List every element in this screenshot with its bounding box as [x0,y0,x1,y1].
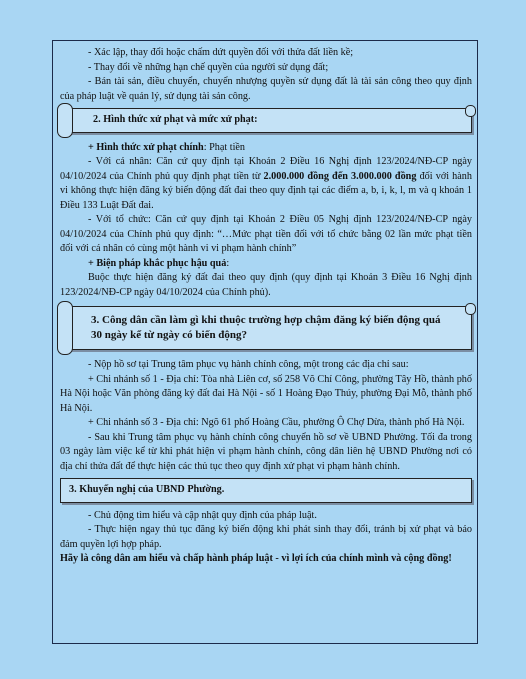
section4-paragraph: - Thực hiện ngay thủ tục đăng ký biến động khi phát sinh thay đổi, tránh bị xử phạt và bảo đảm quyền lợi hợp pháp. [60,524,472,550]
scroll-curl-icon [57,103,73,138]
section3-paragraph: - Sau khi Trung tâm phục vụ hành chính công chuyển hồ sơ về UBND Phường. Tối đa trong 03 ngày làm việc kể từ khi phát hiện vi phạm hành chính, công dân liên hệ UBND Phường nơi có địa chỉ thửa đất để thực hiện các thủ tục theo quy định xử phạt vi phạm hành chính. [60,431,472,472]
individual-text: - Với cá nhân: Căn cứ quy định tại Khoản 2 Điều 16 Nghị định 123/2024/NĐ-CP ngày 04/10/2024 của Chính phủ quy định phạt tiền từ [60,156,472,182]
section-heading-scroll [60,108,472,133]
section4-paragraph: - Chủ động tìm hiểu và cập nhật quy định của pháp luật. [88,509,317,521]
remedy-heading [60,257,472,272]
scroll-curl-icon [465,303,476,315]
section3-paragraph: + Chi nhánh số 1 - Địa chỉ: Tòa nhà Liên cơ, số 258 Võ Chí Công, phường Tây Hồ, thành phố Hà Nội hoặc Văn phòng đăng ký đất đai Hà Nội - số 1 Hoàng Đạo Thúy, phường Đại Mỗ, thành phố Hà Nội. [60,373,472,414]
section3-heading: 3. Công dân cần làm gì khi thuộc trường hợp chậm đăng ký biến động quá 30 ngày kể từ ngày có biến động? [91,314,441,341]
section-heading-scroll [60,306,472,350]
scroll-curl-icon [57,301,73,355]
remedy-text: Buộc thực hiện đăng ký đất đai theo quy định (quy định tại Khoản 3 Điều 16 Nghị định 123/2024/NĐ-CP ngày 04/10/2024 của Chính phủ). [60,272,472,298]
organization-penalty: - Với tổ chức: Căn cứ quy định tại Khoản 2 Điều 05 Nghị định 123/2024/NĐ-CP ngày 04/10/2024 của Chính phủ quy định: “…Mức phạt tiền đối với tổ chức bằng 02 lần mức phạt tiền đối với cá nhân có cùng một hành vi vi phạm hành chính” [60,214,472,254]
remedy-colon: : [226,257,230,269]
main-penalty-label: + Hình thức xử phạt chính [88,141,204,153]
section2-heading: 2. Hình thức xử phạt và mức xử phạt: [93,114,258,125]
individual-text-end: đối với hành vi không thực hiện đăng ký biến động đất đai theo quy định tại các điểm a, b, i, k, l, m và q khoản 1 Điều 133 Luật Đất đai. [60,170,472,211]
scroll-curl-icon [465,105,476,117]
slogan: Hãy là công dân am hiểu và chấp hành pháp luật - vì lợi ích của chính mình và cộng đồng! [60,553,452,564]
intro-line: - Xác lập, thay đổi hoặc chấm dứt quyền đối với thửa đất liền kề; [88,47,354,58]
main-penalty [60,141,472,156]
section-heading-box [60,478,472,503]
individual-penalty [60,155,472,213]
remedy-label: + Biện pháp khắc phục hậu quả [88,257,227,269]
main-penalty-value: : Phạt tiền [203,141,246,153]
intro-line: - Thay đổi về những hạn chế quyền của người sử dụng đất; [88,61,329,73]
section3-paragraph: + Chi nhánh số 3 - Địa chỉ: Ngõ 61 phố Hoàng Cầu, phường Ô Chợ Dừa, thành phố Hà Nội. [88,417,465,428]
intro-line: - Bán tài sản, điều chuyển, chuyển nhượng quyền sử dụng đất là tài sản công theo quy định của pháp luật về quản lý, sử dụng tài sản công. [60,76,472,102]
penalty-amount: 2.000.000 đồng đến 3.000.000 đồng [263,170,417,182]
document-content [60,46,472,567]
section4-heading: 3. Khuyến nghị của UBND Phường. [69,484,225,495]
section3-paragraph: - Nộp hồ sơ tại Trung tâm phục vụ hành chính công, một trong các địa chỉ sau: [88,359,409,370]
